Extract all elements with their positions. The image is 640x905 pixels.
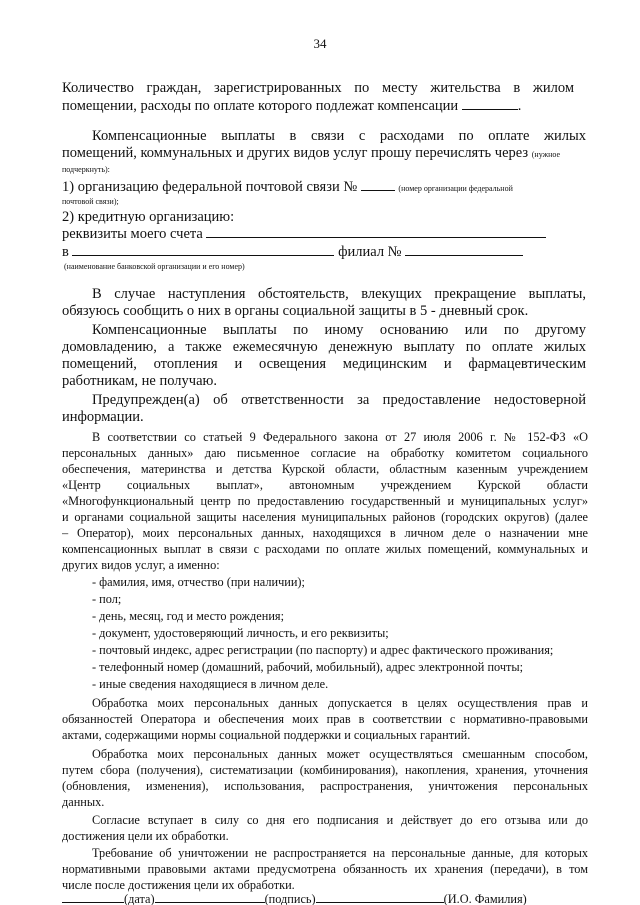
post-office-note: (номер организации федеральной xyxy=(398,184,513,193)
option-post-office-text: 1) организацию федеральной почтовой связи № xyxy=(62,179,358,195)
obligation-p2-l4: работникам, не получаю. xyxy=(62,373,217,389)
bank-name-field[interactable] xyxy=(72,243,334,256)
method-l2: путем сбора (получения), систематизации (комбинирования), накопления, хранения, уточнения xyxy=(62,763,588,777)
bank-row xyxy=(62,243,523,261)
method-l1: Обработка моих персональных данных может осуществляться смешанным способом, xyxy=(92,747,588,761)
branch-number-field[interactable] xyxy=(405,243,523,256)
compensation-line-2-text: помещений, коммунальных и других видов услуг прошу перечислять через xyxy=(62,145,529,161)
term-l2: достижения цели их обработки. xyxy=(62,829,229,843)
purpose-l3: актами, содержащими нормы социальной поддержки и социальных гарантий. xyxy=(62,728,471,742)
purpose-l2: обязанностей Оператора и обеспечения моих прав в соответствии с нормативно-правовыми xyxy=(62,712,588,726)
account-details-row xyxy=(62,225,546,243)
method-l3: (обновления, изменения), использования, распространения, уничтожения персональных xyxy=(62,779,588,793)
compensation-line-2 xyxy=(62,144,560,162)
obligation-p2-l2: домовладению, а также ежемесячную денежную выплату по оплате жилых xyxy=(62,339,586,355)
page-number: 34 xyxy=(313,36,327,51)
personal-data-item: - почтовый индекс, адрес регистрации (по паспорту) и адрес фактического проживания; xyxy=(92,643,554,657)
personal-data-item: - пол; xyxy=(92,592,122,606)
full-name-label: (И.О. Фамилия) xyxy=(443,892,527,905)
consent-l6: и органами социальной защиты населения муниципальных районов (городских округов) (далее xyxy=(62,510,588,524)
personal-data-item: - телефонный номер (домашний, рабочий, мобильный), адрес электронной почты; xyxy=(92,660,524,674)
obligation-p2-l1: Компенсационные выплаты по иному основанию или по другому xyxy=(92,322,586,338)
post-office-note-2: почтовой связи); xyxy=(62,197,119,206)
account-label: реквизиты моего счета xyxy=(62,226,203,242)
personal-data-item: - фамилия, имя, отчество (при наличии); xyxy=(92,575,305,589)
account-details-field[interactable] xyxy=(206,225,546,238)
intro-line-2 xyxy=(62,97,521,115)
bank-prefix: в xyxy=(62,244,69,260)
term-l1: Согласие вступает в силу со дня его подписания и действует до его отзыва или до xyxy=(92,813,588,827)
compensation-note: (нужное xyxy=(531,150,561,159)
consent-l3: обеспечения, материнства и детства Курской области, областным казенным учреждением xyxy=(62,462,588,476)
compensation-line-1: Компенсационные выплаты в связи с расходами по оплате жилых xyxy=(92,128,586,144)
obligation-p3-l1: Предупрежден(а) об ответственности за предоставление недостоверной xyxy=(92,392,586,408)
destroy-l2: нормативными правовыми актами предусмотрена обязанность их хранения (передачи), в том xyxy=(62,862,588,876)
intro-period: . xyxy=(517,98,522,114)
compensation-note-2: подчеркнуть): xyxy=(62,165,110,174)
consent-l1: В соответствии со статьей 9 Федерального закона от 27 июля 2006 г. № 152-ФЗ «О xyxy=(92,430,588,444)
consent-l8: компенсационных выплат в связи с расходами по оплате жилых помещений, коммунальных и xyxy=(62,542,588,556)
obligation-p3-l2: информации. xyxy=(62,409,144,425)
method-l4: данных. xyxy=(62,795,105,809)
consent-l5: «Многофункциональный центр по предоставлению государственный и муниципальных услуг» xyxy=(62,494,588,508)
personal-data-item: - иные сведения находящиеся в личном деле. xyxy=(92,677,329,691)
signature-label: (подпись) xyxy=(264,892,316,905)
full-name-field[interactable] xyxy=(316,891,444,903)
personal-data-item: - документ, удостоверяющий личность, и его реквизиты; xyxy=(92,626,389,640)
consent-l2: персональных данных» даю письменное согласие на обработку комитетом социального xyxy=(62,446,588,460)
consent-l9: других видов услуг, а именно: xyxy=(62,558,220,572)
post-office-number-field[interactable] xyxy=(361,178,395,191)
date-label: (дата) xyxy=(124,892,155,905)
intro-line-2-text: помещении, расходы по оплате которого подлежат компенсации xyxy=(62,98,459,114)
obligation-p1-l2: обязуюсь сообщить о них в органы социальной защиты в 5 - дневный срок. xyxy=(62,303,529,319)
personal-data-item: - день, месяц, год и место рождения; xyxy=(92,609,285,623)
bank-note: (наименование банковской организации и его номер) xyxy=(64,262,245,271)
intro-line-1: Количество граждан, зарегистрированных по месту жительства в жилом xyxy=(62,80,574,96)
destroy-l1: Требование об уничтожении не распространяется на персональные данные, для которых xyxy=(92,846,588,860)
consent-l4: «Центр социальных выплат», автономным учреждением Курской области xyxy=(62,478,588,492)
obligation-p2-l3: помещений, отопления и освещения медицинским и фармацевтическим xyxy=(62,356,586,372)
purpose-l1: Обработка моих персональных данных допускается в целях осуществления прав и xyxy=(92,696,588,710)
branch-label: филиал № xyxy=(338,244,402,260)
destroy-l3: числе после достижения цели их обработки. xyxy=(62,878,295,892)
date-field[interactable] xyxy=(62,891,124,903)
signature-row xyxy=(62,891,527,905)
consent-l7: – Оператор), моих персональных данных, находящихся в личном деле о назначении мне xyxy=(62,526,588,540)
obligation-p1-l1: В случае наступления обстоятельств, влекущих прекращение выплаты, xyxy=(92,286,586,302)
option-credit-org: 2) кредитную организацию: xyxy=(62,209,235,225)
signature-field[interactable] xyxy=(155,891,265,903)
option-post-office xyxy=(62,178,513,196)
residents-count-field[interactable] xyxy=(462,97,518,110)
